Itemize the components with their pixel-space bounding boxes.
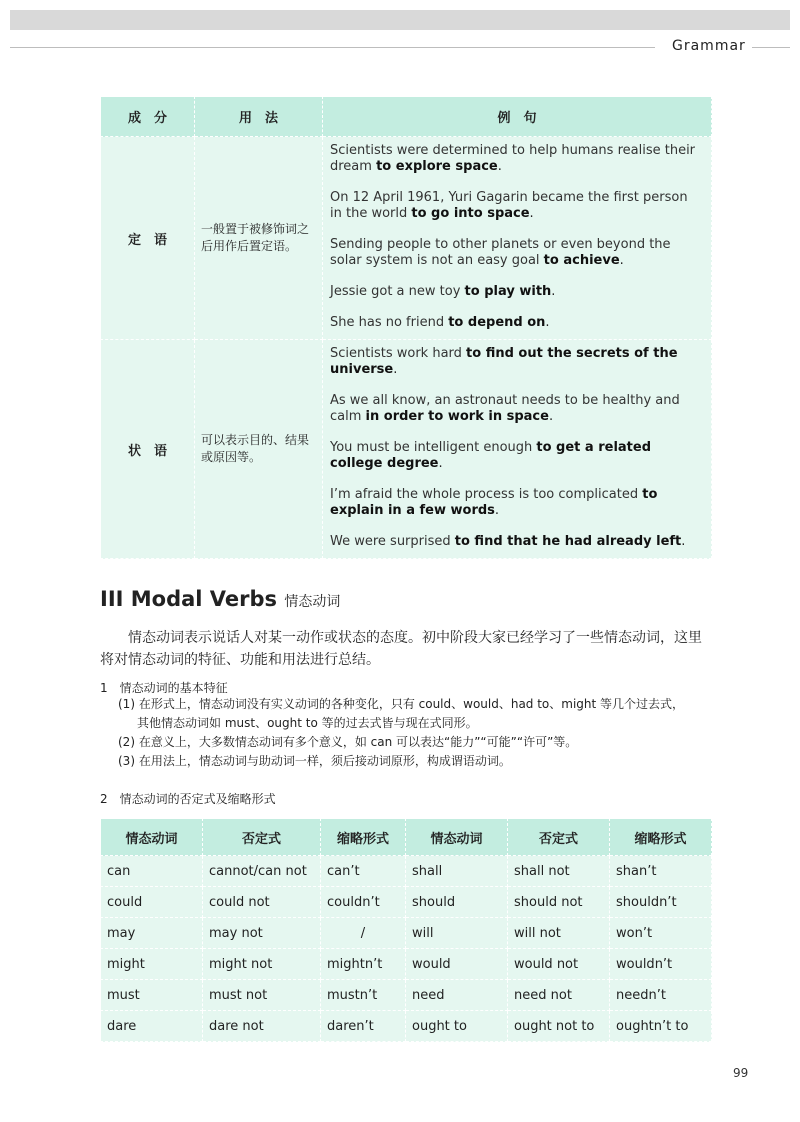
example-post: . — [494, 503, 500, 518]
header-rule-right — [752, 47, 790, 48]
table-cell: ought to — [406, 1011, 508, 1042]
table-cell: mightn’t — [321, 949, 406, 980]
table-cell: will — [406, 918, 508, 949]
table-row — [101, 980, 712, 1011]
modal-verbs-table — [100, 818, 712, 1042]
example-post: . — [393, 362, 398, 377]
example-sentence — [330, 190, 703, 222]
example-sentence — [330, 237, 703, 269]
usage-cell: 一般置于被修饰词之后用作后置定语。 — [195, 137, 323, 340]
example-sentence — [330, 143, 703, 175]
role-cell: 状 语 — [101, 340, 195, 559]
role-cell: 定 语 — [101, 137, 195, 340]
example-pre: Scientists were determined to help humans realise their dream — [330, 143, 696, 174]
section-title — [100, 587, 340, 611]
examples-cell — [323, 340, 712, 559]
table-cell: won’t — [610, 918, 712, 949]
table-row — [101, 918, 712, 949]
table-cell: needn’t — [610, 980, 712, 1011]
table-cell: would not — [508, 949, 610, 980]
table-cell: wouldn’t — [610, 949, 712, 980]
table-cell: dare — [101, 1011, 203, 1042]
example-infinitive: to explain in a few words — [330, 487, 658, 518]
table-row — [101, 1011, 712, 1042]
example-infinitive: to find that he had already left — [454, 534, 682, 549]
example-post: . — [551, 284, 556, 299]
example-sentence — [330, 440, 703, 472]
header-contraction: 缩略形式 — [610, 819, 712, 856]
table-cell: shan’t — [610, 856, 712, 887]
example-infinitive: to go into space — [411, 206, 530, 221]
example-infinitive: to depend on — [448, 315, 546, 330]
table-cell: could — [101, 887, 203, 918]
example-pre: Scientists work hard — [330, 346, 467, 361]
header-usage: 用 法 — [195, 97, 323, 137]
table-cell: mustn’t — [321, 980, 406, 1011]
example-infinitive: to find out the secrets of the universe — [330, 346, 678, 377]
header-negative: 否定式 — [508, 819, 610, 856]
example-infinitive: to get a related college degree — [330, 440, 652, 471]
table-cell: dare not — [203, 1011, 321, 1042]
table-cell: must — [101, 980, 203, 1011]
point2-heading: 2 情态动词的否定式及缩略形式 — [100, 792, 276, 806]
intro-paragraph: 情态动词表示说话人对某一动作或状态的态度。初中阶段大家已经学习了一些情态动词，这里将对情态动词的特征、功能和用法进行总结。 — [100, 630, 702, 668]
example-post: . — [548, 409, 554, 424]
example-pre: On 12 April 1961, Yuri Gagarin became the first person in the world — [330, 190, 688, 221]
header-modal-verb: 情态动词 — [406, 819, 508, 856]
table-cell: could not — [203, 887, 321, 918]
example-infinitive: in order to work in space — [365, 409, 549, 424]
table-cell: cannot/can not — [203, 856, 321, 887]
example-pre: You must be intelligent enough — [330, 440, 537, 455]
example-pre: We were surprised — [330, 534, 455, 549]
usage-cell: 可以表示目的、结果或原因等。 — [195, 340, 323, 559]
table-cell: shall not — [508, 856, 610, 887]
table-cell: can’t — [321, 856, 406, 887]
table-cell: need not — [508, 980, 610, 1011]
table-row — [101, 340, 712, 559]
example-post: . — [681, 534, 686, 549]
table-cell: must not — [203, 980, 321, 1011]
table-row — [101, 887, 712, 918]
table-cell: should — [406, 887, 508, 918]
table-header-row — [101, 97, 712, 137]
top-bar — [10, 10, 790, 30]
table-cell: need — [406, 980, 508, 1011]
header-role: 成 分 — [101, 97, 195, 137]
table-cell: oughtn’t to — [610, 1011, 712, 1042]
table-cell: may not — [203, 918, 321, 949]
table-cell: ought not to — [508, 1011, 610, 1042]
header-examples: 例 句 — [323, 97, 712, 137]
table-cell: daren’t — [321, 1011, 406, 1042]
table-row — [101, 856, 712, 887]
example-pre: As we all know, an astronaut needs to be healthy and calm — [330, 393, 680, 424]
example-sentence — [330, 346, 703, 378]
point1-item: (2) 在意义上，大多数情态动词有多个意义，如 can 可以表达“能力”“可能”“许可”等。 — [118, 735, 578, 749]
table-cell: might — [101, 949, 203, 980]
table-cell: shall — [406, 856, 508, 887]
header-contraction: 缩略形式 — [321, 819, 406, 856]
table-cell: should not — [508, 887, 610, 918]
example-sentence — [330, 487, 703, 519]
example-post: . — [529, 206, 534, 221]
table-cell: will not — [508, 918, 610, 949]
table-cell: / — [321, 918, 406, 949]
example-sentence — [330, 315, 703, 331]
table-cell: might not — [203, 949, 321, 980]
example-pre: I’m afraid the whole process is too complicated — [330, 487, 643, 502]
point1-item: (3) 在用法上，情态动词与助动词一样，须后接动词原形，构成谓语动词。 — [118, 754, 511, 768]
example-sentence — [330, 284, 703, 300]
example-pre: She has no friend — [330, 315, 449, 330]
table-cell: may — [101, 918, 203, 949]
header-negative: 否定式 — [203, 819, 321, 856]
example-post: . — [497, 159, 502, 174]
example-infinitive: to achieve — [543, 253, 620, 268]
table-cell: shouldn’t — [610, 887, 712, 918]
point1-item: 其他情态动词如 must、ought to 等的过去式皆与现在式同形。 — [137, 716, 478, 730]
example-sentence — [330, 534, 703, 550]
section-title-cn: 情态动词 — [284, 594, 341, 610]
table-cell: would — [406, 949, 508, 980]
examples-cell — [323, 137, 712, 340]
table-header-row — [101, 819, 712, 856]
example-post: . — [545, 315, 550, 330]
section-title-en: III Modal Verbs — [100, 587, 278, 611]
point1-item: (1) 在形式上，情态动词没有实义动词的各种变化，只有 could、would、had to、might 等几个过去式， — [118, 697, 685, 711]
example-sentence — [330, 393, 703, 425]
infinitive-usage-table — [100, 96, 712, 559]
table-cell: can — [101, 856, 203, 887]
point1-heading: 1 情态动词的基本特征 — [100, 681, 228, 695]
example-post: . — [438, 456, 443, 471]
example-pre: Sending people to other planets or even beyond the solar system is not an easy goal — [330, 237, 671, 268]
section-name: Grammar — [672, 38, 746, 54]
table-cell: couldn’t — [321, 887, 406, 918]
example-infinitive: to play with — [464, 284, 552, 299]
example-infinitive: to explore space — [376, 159, 498, 174]
example-post: . — [619, 253, 624, 268]
table-row — [101, 949, 712, 980]
page-number: 99 — [733, 1066, 749, 1080]
table-row — [101, 137, 712, 340]
header-modal-verb: 情态动词 — [101, 819, 203, 856]
example-pre: Jessie got a new toy — [330, 284, 465, 299]
header-rule-left — [10, 47, 655, 48]
